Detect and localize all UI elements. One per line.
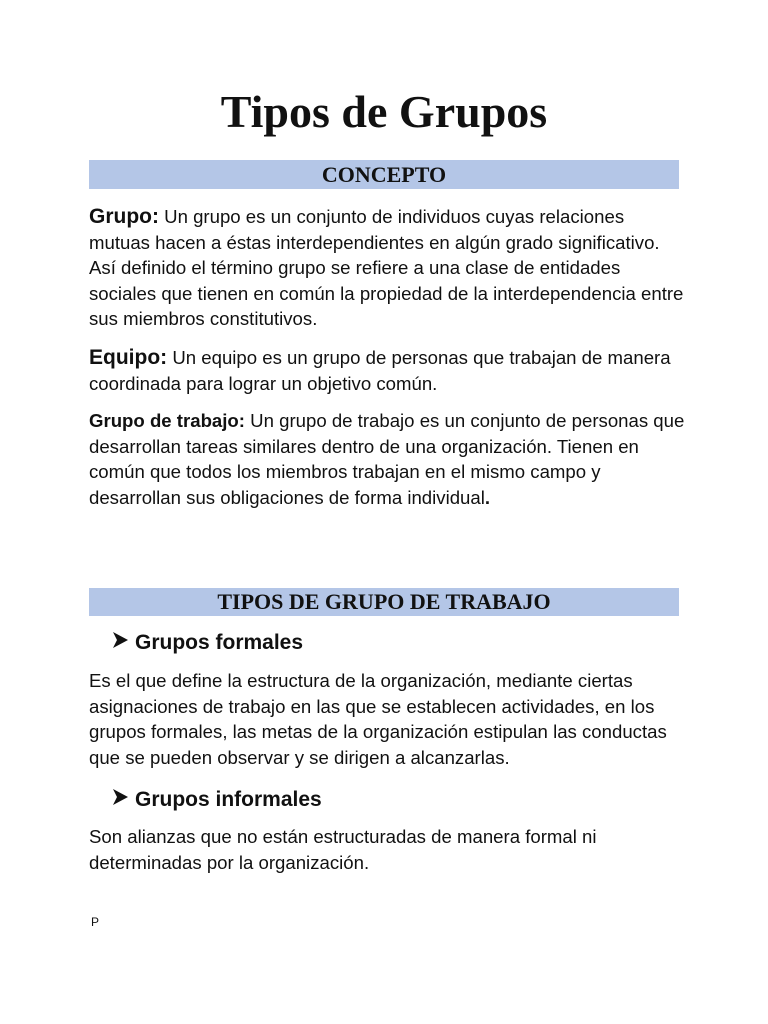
grupo-definition: Un grupo es un conjunto de individuos cuyas relaciones mutuas hacen a éstas interdependientes en algún grado significativo. Así definido el término grupo se refiere a una clase de entidades sociales que tienen en común la propiedad de la interdependencia entre sus miembros constitutivos. [89, 206, 684, 329]
grupo-term: Grupo: [89, 205, 159, 228]
grupo-trabajo-definition: Un grupo de trabajo es un conjunto de personas que desarrollan tareas similares dentro de una organización. Tienen en común que todos los miembros trabajan en el mismo campo y desarrollan sus obligaciones de forma individual [89, 410, 685, 508]
grupo-trabajo-end: . [484, 486, 491, 508]
grupo-paragraph [89, 204, 689, 332]
equipo-definition: Un equipo es un grupo de personas que trabajan de manera coordinada para lograr un objetivo común. [89, 347, 671, 394]
equipo-paragraph [89, 345, 689, 396]
grupos-informales-heading [111, 787, 322, 813]
grupo-trabajo-paragraph [89, 408, 689, 510]
arrowhead-bullet-icon [111, 630, 131, 656]
grupos-informales-paragraph: Son alianzas que no están estructuradas de manera formal ni determinadas por la organización. [89, 826, 597, 873]
document-title: Tipos de Grupos [220, 86, 548, 137]
concepto-header: CONCEPTO [89, 160, 679, 189]
grupos-informales-label: Grupos informales [135, 788, 322, 811]
equipo-term: Equipo: [89, 346, 168, 369]
arrowhead-bullet-icon [111, 787, 131, 813]
tipos-header: TIPOS DE GRUPO DE TRABAJO [89, 588, 679, 616]
grupo-trabajo-term: Grupo de trabajo: [89, 410, 245, 431]
grupos-formales-paragraph: Es el que define la estructura de la organización, mediante ciertas asignaciones de trabajo en las que se establecen actividades, en los grupos formales, las metas de la organización estipulan las conductas que se pueden observar y se dirigen a alcanzarlas. [89, 670, 667, 768]
page-mark: P [91, 915, 100, 929]
grupos-formales-heading [111, 630, 303, 656]
grupos-formales-label: Grupos formales [135, 631, 304, 654]
